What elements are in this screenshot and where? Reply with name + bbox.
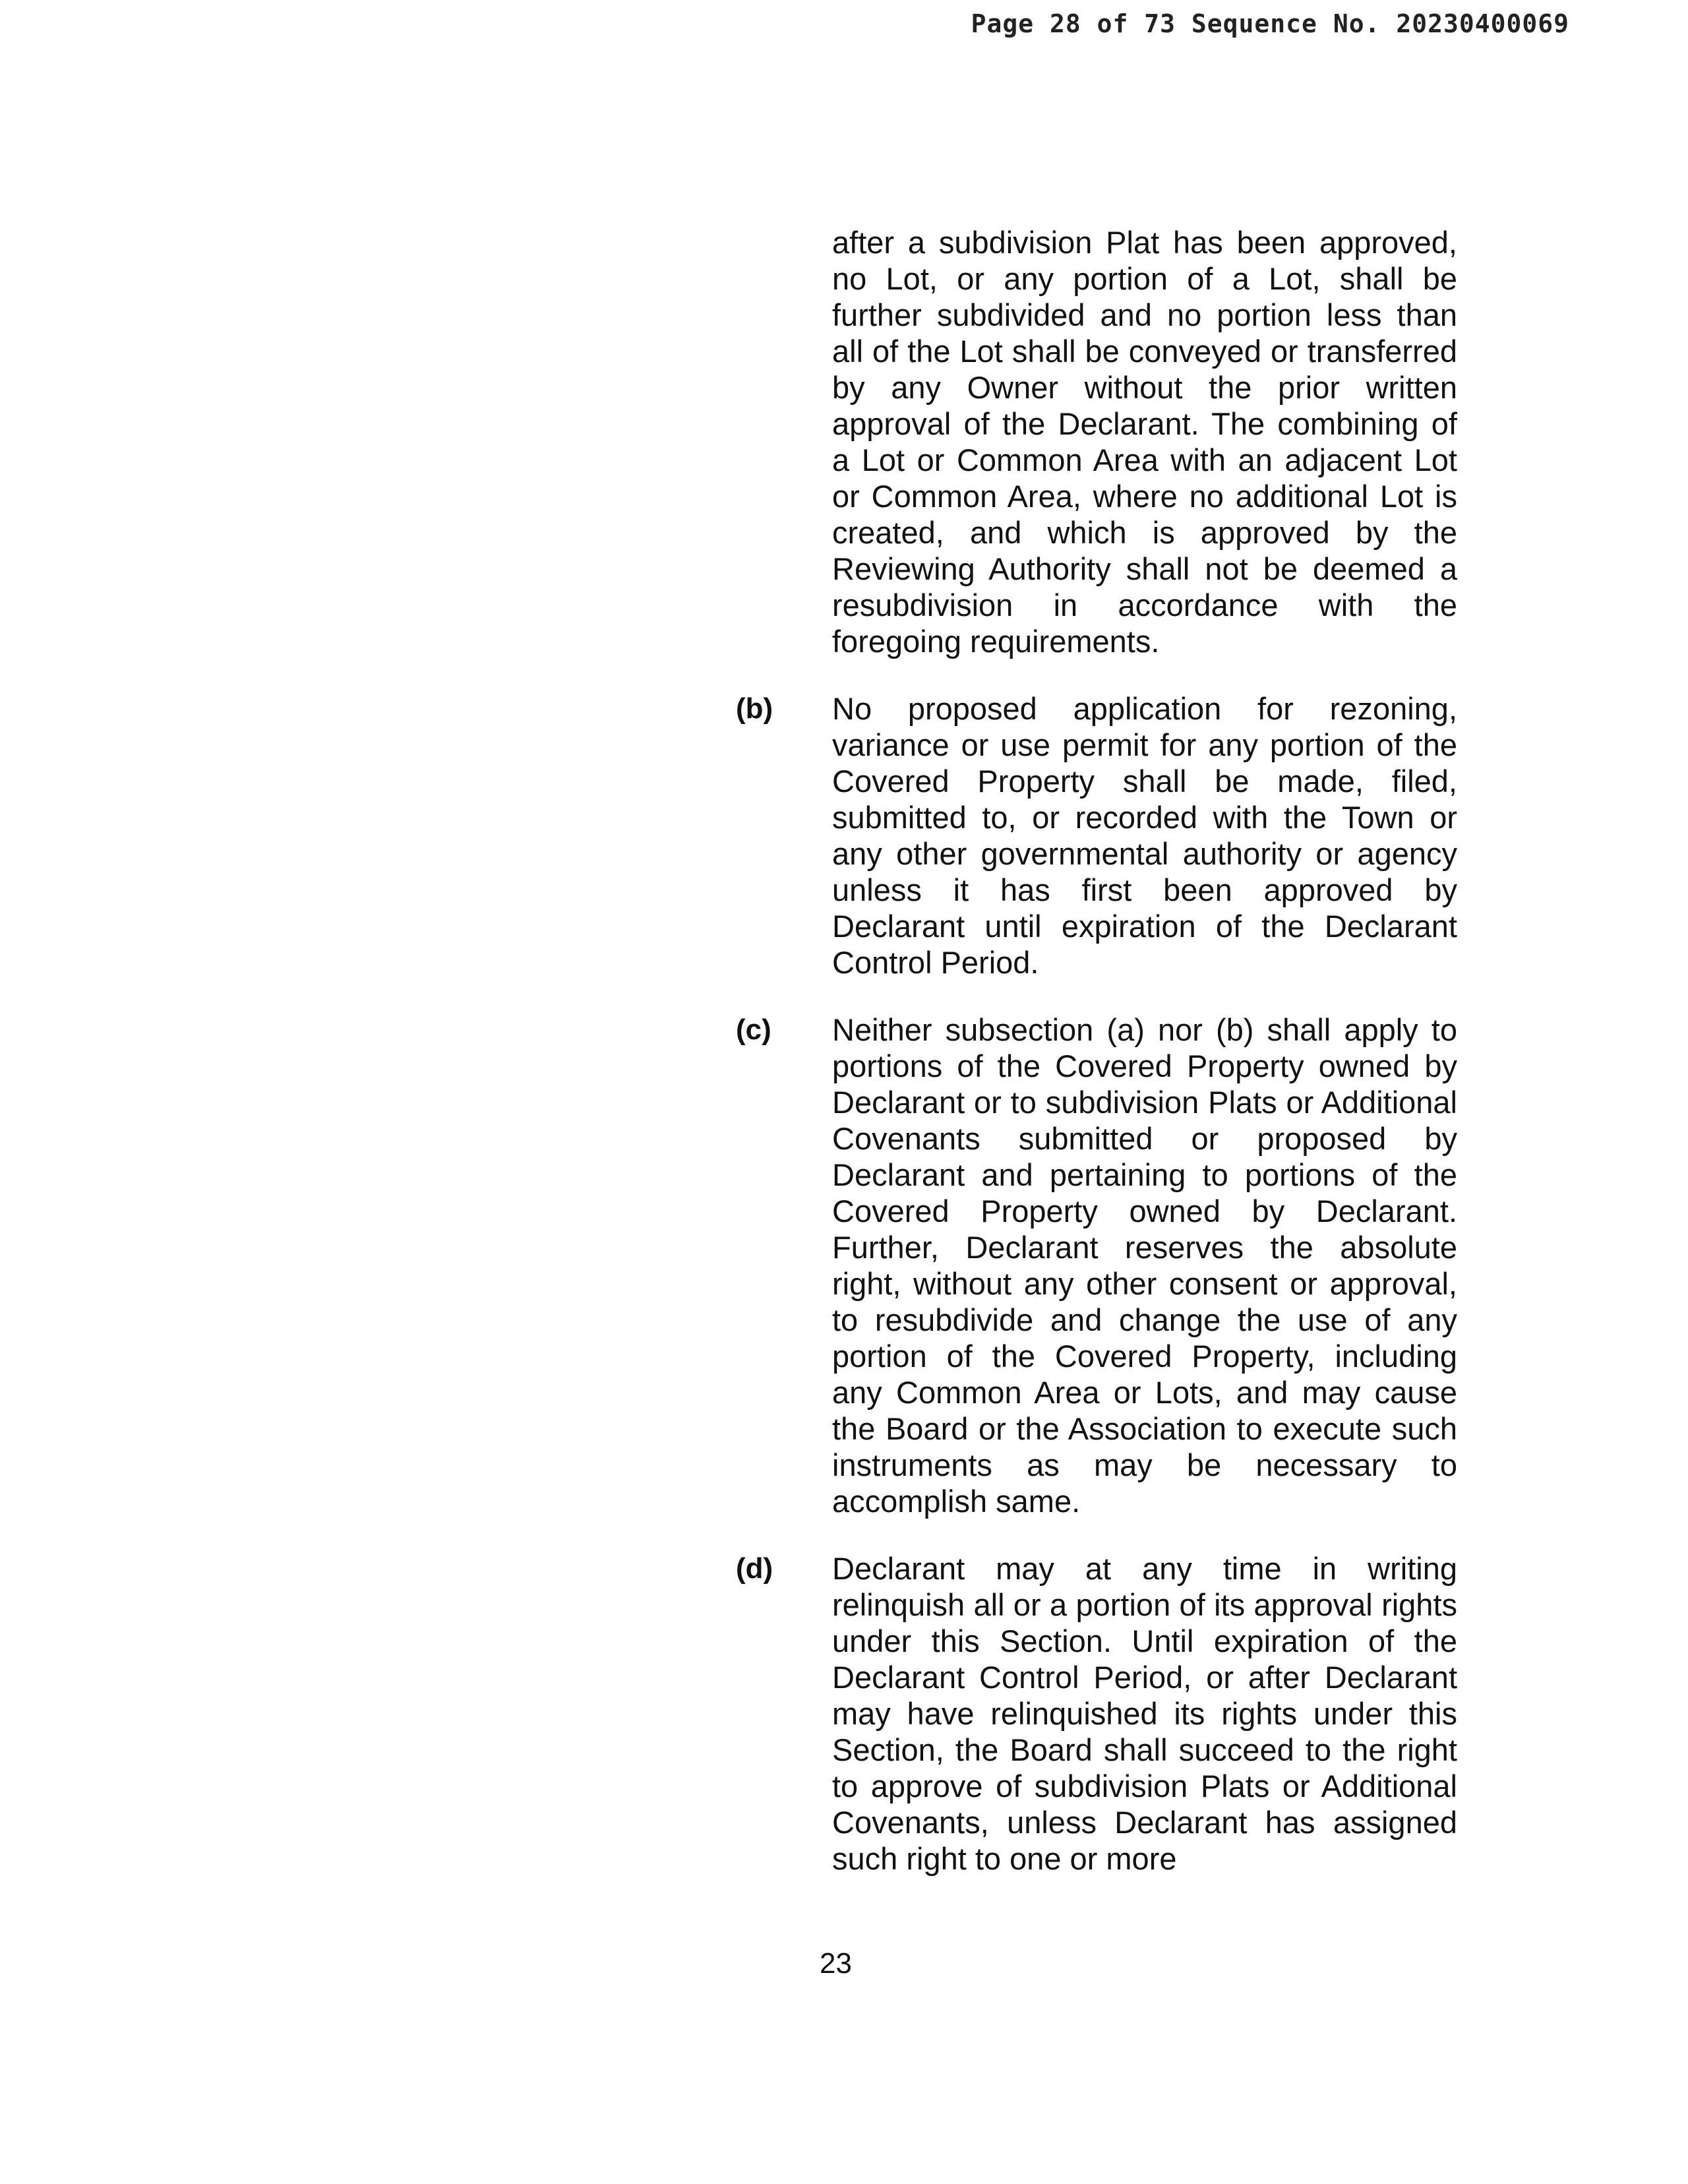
subsection-text: Declarant may at any time in writing relinquish all or a portion of its approval rights under this Section. Until expiration of the Declarant Control Period, or after Declarant may have relinquished its rights under this Section, the Board shall succeed to the right to approve of subdivision Plats or Additional Covenants, unless Declarant has assigned such right to one or more (832, 1551, 1457, 1876)
continuation-paragraph: after a subdivision Plat has been approved, no Lot, or any portion of a Lot, shall be further subdivided and no portion less than all of the Lot shall be conveyed or transferred by any Owner without the prior written approval of the Declarant. The combining of a Lot or Common Area with an adjacent Lot or Common Area, where no additional Lot is created, and which is approved by the Reviewing Authority shall not be deemed a resubdivision in accordance with the foregoing requirements. (832, 225, 1457, 659)
page-number: 23 (820, 1947, 852, 1980)
subsection-label: (c) (736, 1014, 771, 1046)
subsection-b (736, 690, 1457, 981)
subsection-d (736, 1550, 1457, 1877)
page-header: Page 28 of 73 Sequence No. 20230400069 (971, 9, 1569, 38)
subsection-label: (b) (736, 692, 773, 725)
subsection-c (736, 1012, 1457, 1519)
subsection-text: Neither subsection (a) nor (b) shall apply to portions of the Covered Property owned by Declarant or to subdivision Plats or Additional Covenants submitted or proposed by Declarant and pertaining to portions of the Covered Property owned by Declarant. Further, Declarant reserves the absolute right, without any other consent or approval, to resubdivide and change the use of any portion of the Covered Property, including any Common Area or Lots, and may cause the Board or the Association to execute such instruments as may be necessary to accomplish same. (832, 1012, 1457, 1519)
document-body (736, 224, 1457, 1877)
subsection-label: (d) (736, 1552, 773, 1585)
subsection-text: No proposed application for rezoning, variance or use permit for any portion of the Covered Property shall be made, filed, submitted to, or recorded with the Town or any other governmental authority or agency unless it has first been approved by Declarant until expiration of the Declarant Control Period. (832, 691, 1457, 980)
